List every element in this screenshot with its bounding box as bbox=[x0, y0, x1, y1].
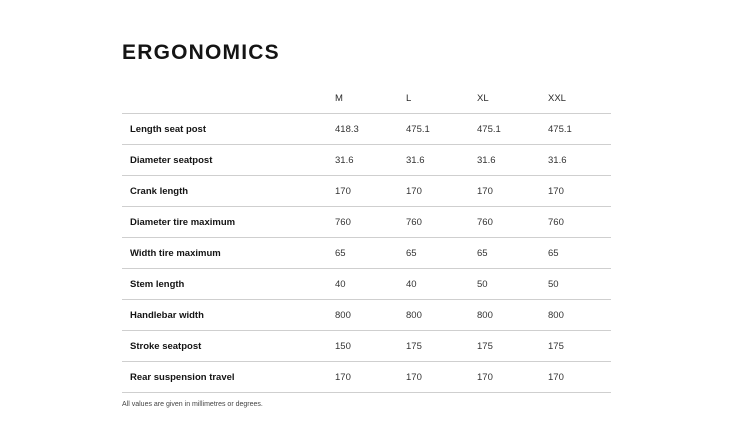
value-cell: 65 bbox=[540, 238, 611, 269]
row-label: Diameter tire maximum bbox=[122, 207, 327, 238]
value-cell: 170 bbox=[327, 362, 398, 393]
table-row-width-tire-maximum bbox=[122, 238, 611, 269]
value-cell: 760 bbox=[540, 207, 611, 238]
table-row-crank-length bbox=[122, 176, 611, 207]
value-cell: 31.6 bbox=[469, 145, 540, 176]
value-cell: 170 bbox=[398, 176, 469, 207]
row-label: Stem length bbox=[122, 269, 327, 300]
value-cell: 800 bbox=[327, 300, 398, 331]
header-empty-cell bbox=[122, 83, 327, 114]
table-row-rear-suspension-travel bbox=[122, 362, 611, 393]
footnote: All values are given in millimetres or degrees. bbox=[122, 401, 263, 408]
value-cell: 40 bbox=[398, 269, 469, 300]
value-cell: 800 bbox=[540, 300, 611, 331]
size-header-row bbox=[122, 83, 611, 114]
value-cell: 170 bbox=[327, 176, 398, 207]
value-cell: 760 bbox=[398, 207, 469, 238]
value-cell: 31.6 bbox=[327, 145, 398, 176]
row-label: Crank length bbox=[122, 176, 327, 207]
section-title: ERGONOMICS bbox=[122, 41, 280, 64]
table-row-diameter-seatpost bbox=[122, 145, 611, 176]
size-header-xxl: XXL bbox=[540, 83, 611, 114]
value-cell: 175 bbox=[469, 331, 540, 362]
row-label: Rear suspension travel bbox=[122, 362, 327, 393]
value-cell: 760 bbox=[327, 207, 398, 238]
value-cell: 418.3 bbox=[327, 114, 398, 145]
row-label: Stroke seatpost bbox=[122, 331, 327, 362]
value-cell: 170 bbox=[540, 176, 611, 207]
value-cell: 475.1 bbox=[469, 114, 540, 145]
size-header-m: M bbox=[327, 83, 398, 114]
table-row-stroke-seatpost bbox=[122, 331, 611, 362]
table-row-length-seat-post bbox=[122, 114, 611, 145]
value-cell: 31.6 bbox=[398, 145, 469, 176]
value-cell: 31.6 bbox=[540, 145, 611, 176]
row-label: Length seat post bbox=[122, 114, 327, 145]
value-cell: 175 bbox=[540, 331, 611, 362]
row-label: Width tire maximum bbox=[122, 238, 327, 269]
value-cell: 475.1 bbox=[540, 114, 611, 145]
value-cell: 170 bbox=[398, 362, 469, 393]
value-cell: 170 bbox=[469, 362, 540, 393]
value-cell: 65 bbox=[327, 238, 398, 269]
value-cell: 170 bbox=[540, 362, 611, 393]
table-row-handlebar-width bbox=[122, 300, 611, 331]
size-header-xl: XL bbox=[469, 83, 540, 114]
value-cell: 65 bbox=[398, 238, 469, 269]
table-row-stem-length bbox=[122, 269, 611, 300]
value-cell: 40 bbox=[327, 269, 398, 300]
value-cell: 175 bbox=[398, 331, 469, 362]
value-cell: 760 bbox=[469, 207, 540, 238]
value-cell: 50 bbox=[540, 269, 611, 300]
value-cell: 800 bbox=[398, 300, 469, 331]
table-row-diameter-tire-maximum bbox=[122, 207, 611, 238]
ergonomics-table bbox=[122, 83, 611, 393]
value-cell: 475.1 bbox=[398, 114, 469, 145]
value-cell: 50 bbox=[469, 269, 540, 300]
value-cell: 65 bbox=[469, 238, 540, 269]
size-header-l: L bbox=[398, 83, 469, 114]
value-cell: 170 bbox=[469, 176, 540, 207]
value-cell: 800 bbox=[469, 300, 540, 331]
value-cell: 150 bbox=[327, 331, 398, 362]
row-label: Handlebar width bbox=[122, 300, 327, 331]
row-label: Diameter seatpost bbox=[122, 145, 327, 176]
